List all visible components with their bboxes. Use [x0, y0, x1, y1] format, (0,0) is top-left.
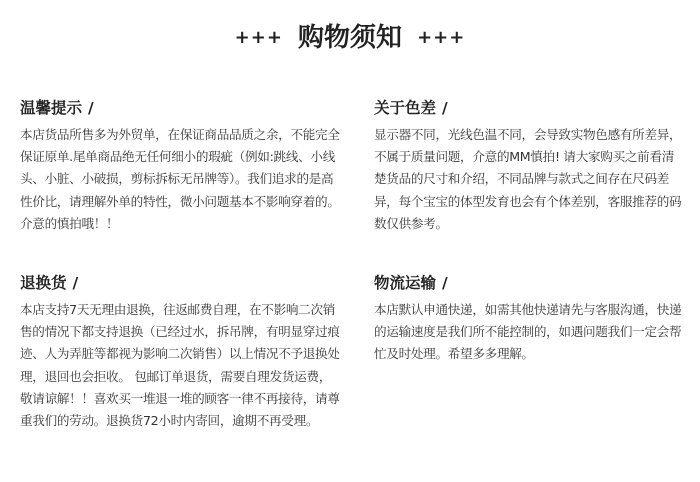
title-decoration-right: +++: [417, 27, 466, 48]
heading-slash: /: [72, 274, 79, 292]
section-shipping: [374, 272, 684, 366]
title-decoration-left: +++: [234, 27, 283, 48]
section-tips: [20, 97, 342, 235]
section-heading: [374, 272, 684, 294]
heading-slash: /: [442, 274, 448, 292]
heading-slash: /: [88, 99, 94, 117]
section-heading: [20, 97, 342, 119]
page-title-text: 购物须知: [297, 23, 402, 53]
section-body: 本店货品所售多为外贸单，在保证商品品质之余，不能完全保证原单.尾单商品绝无任何细小的瑕疵（例如:跳线、小线头、小脏、小破损，剪标拆标无吊牌等）。我们追求的是高性价比，请理解外单的特性，微小问题基本不影响穿着的。介意的慎拍哦！！: [20, 127, 340, 231]
section-returns: [20, 272, 342, 432]
heading-slash: /: [442, 99, 448, 117]
section-heading: [374, 97, 684, 119]
section-color-difference: [374, 97, 684, 235]
section-heading-text: 退换货: [20, 274, 67, 292]
section-heading-text: 关于色差: [374, 99, 437, 117]
section-heading-text: 物流运输: [374, 274, 437, 292]
section-heading: [20, 272, 342, 294]
section-body: 显示器不同，光线色温不同，会导致实物色感有所差异，不属于质量问题，介意的MM慎拍! 请大家购买之前看清楚货品的尺寸和介绍，不同品牌与款式之间存在尺码差异，每个宝宝的体型发育也会有个体差别，客服推荐的码数仅供参考。: [374, 127, 682, 231]
section-body: 本店支持7天无理由退换，往返邮费自理，在不影响二次销售的情况下都支持退换（已经过水，拆吊牌，有明显穿过痕迹、人为弄脏等都视为影响二次销售）以上情况不予退换处理，退回也会拒收。 包邮订单退货，需要自理发货运费，敬请谅解！！喜欢买一堆退一堆的顾客一律不再接待，请尊重我们的劳动。退换货72小时内寄回，逾期不再受理。: [20, 302, 340, 429]
page-title: [0, 18, 700, 58]
section-body: 本店默认申通快递，如需其他快递请先与客服沟通，快递的运输速度是我们所不能控制的，如遇问题我们一定会帮忙及时处理。希望多多理解。: [374, 302, 682, 362]
section-heading-text: 温馨提示: [20, 99, 83, 117]
